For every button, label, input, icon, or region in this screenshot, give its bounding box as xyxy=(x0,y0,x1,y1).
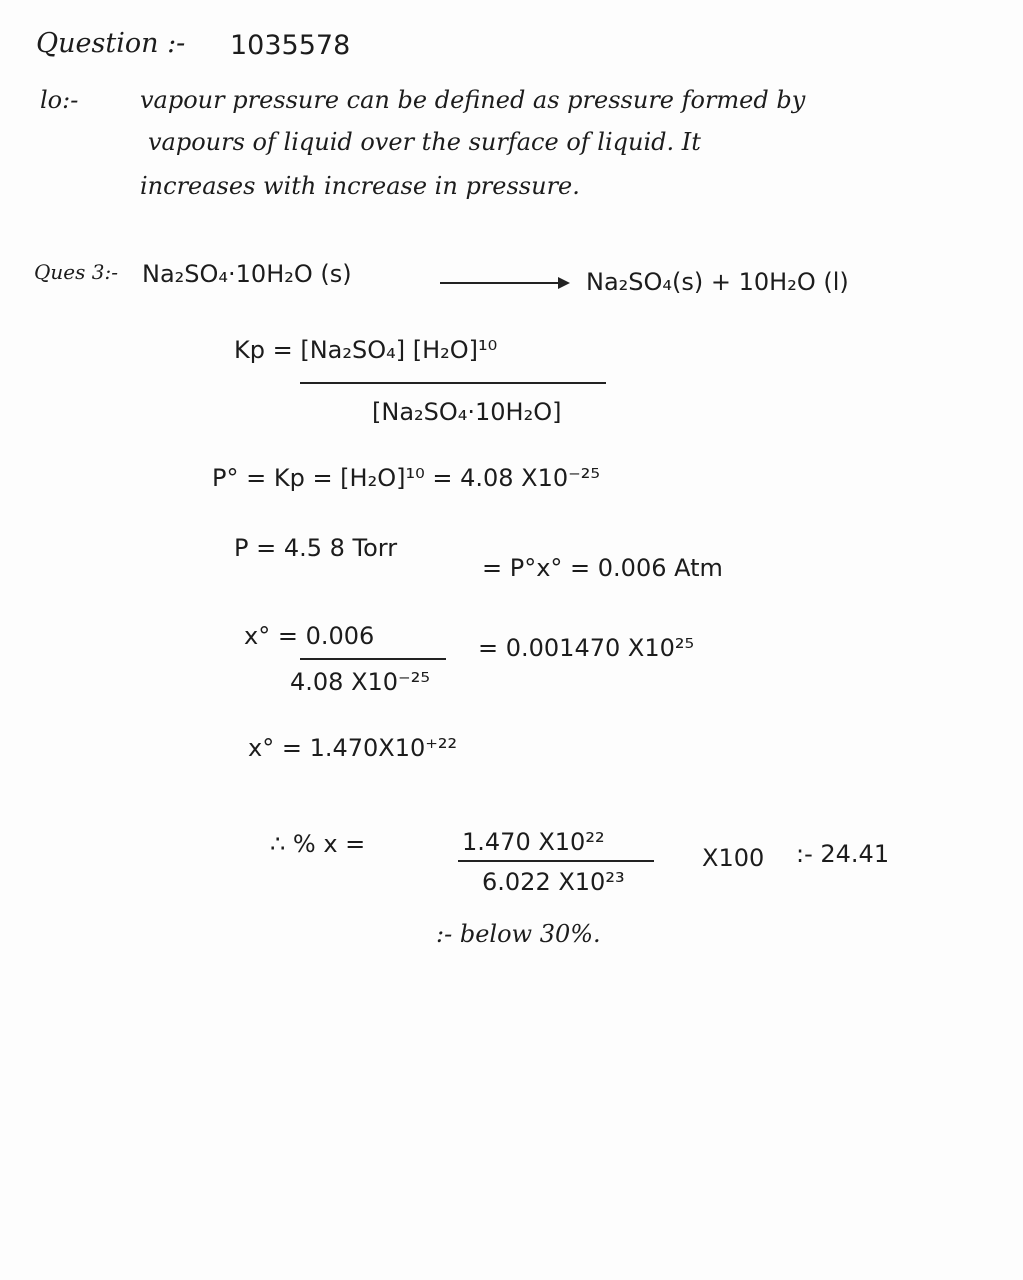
reaction-left: Na₂SO₄·10H₂O (s) xyxy=(142,260,352,288)
kp-fraction-bar xyxy=(300,382,606,384)
answer1-line-1: vapour pressure can be defined as pressure formed by xyxy=(140,86,806,114)
answer1-line-2: vapours of liquid over the surface of liquid. It xyxy=(148,128,701,156)
answer1-line-3: increases with increase in pressure. xyxy=(140,172,580,200)
question-number: 1035578 xyxy=(230,30,351,61)
answer2-label: Ques 3:- xyxy=(34,260,118,284)
percent-multiplier: X100 xyxy=(702,844,765,872)
x-result: = 0.001470 X10²⁵ xyxy=(478,634,695,662)
kp-numerator: Kp = [Na₂SO₄] [H₂O]¹⁰ xyxy=(234,336,498,364)
percent-label: ∴ % x = xyxy=(270,830,366,858)
percent-numerator: 1.470 X10²² xyxy=(462,828,605,856)
percent-fraction-bar xyxy=(458,860,654,862)
p0-line: P° = Kp = [H₂O]¹⁰ = 4.08 X10⁻²⁵ xyxy=(212,464,601,492)
percent-denominator: 6.022 X10²³ xyxy=(482,868,625,896)
conclusion: :- below 30%. xyxy=(436,920,601,948)
answer1-label: lo:- xyxy=(40,86,79,114)
x-numerator: x° = 0.006 xyxy=(244,622,375,650)
x-denominator: 4.08 X10⁻²⁵ xyxy=(290,668,430,696)
p-line-right: = P°x° = 0.006 Atm xyxy=(482,554,723,582)
percent-result: :- 24.41 xyxy=(796,840,890,868)
reaction-arrow xyxy=(440,282,568,284)
x-fraction-bar xyxy=(300,658,446,660)
question-label: Question :- xyxy=(36,28,186,59)
reaction-right: Na₂SO₄(s) + 10H₂O (l) xyxy=(586,268,849,296)
x-final: x° = 1.470X10⁺²² xyxy=(248,734,458,762)
p-line-left: P = 4.5 8 Torr xyxy=(234,534,398,562)
kp-denominator: [Na₂SO₄·10H₂O] xyxy=(372,398,562,426)
